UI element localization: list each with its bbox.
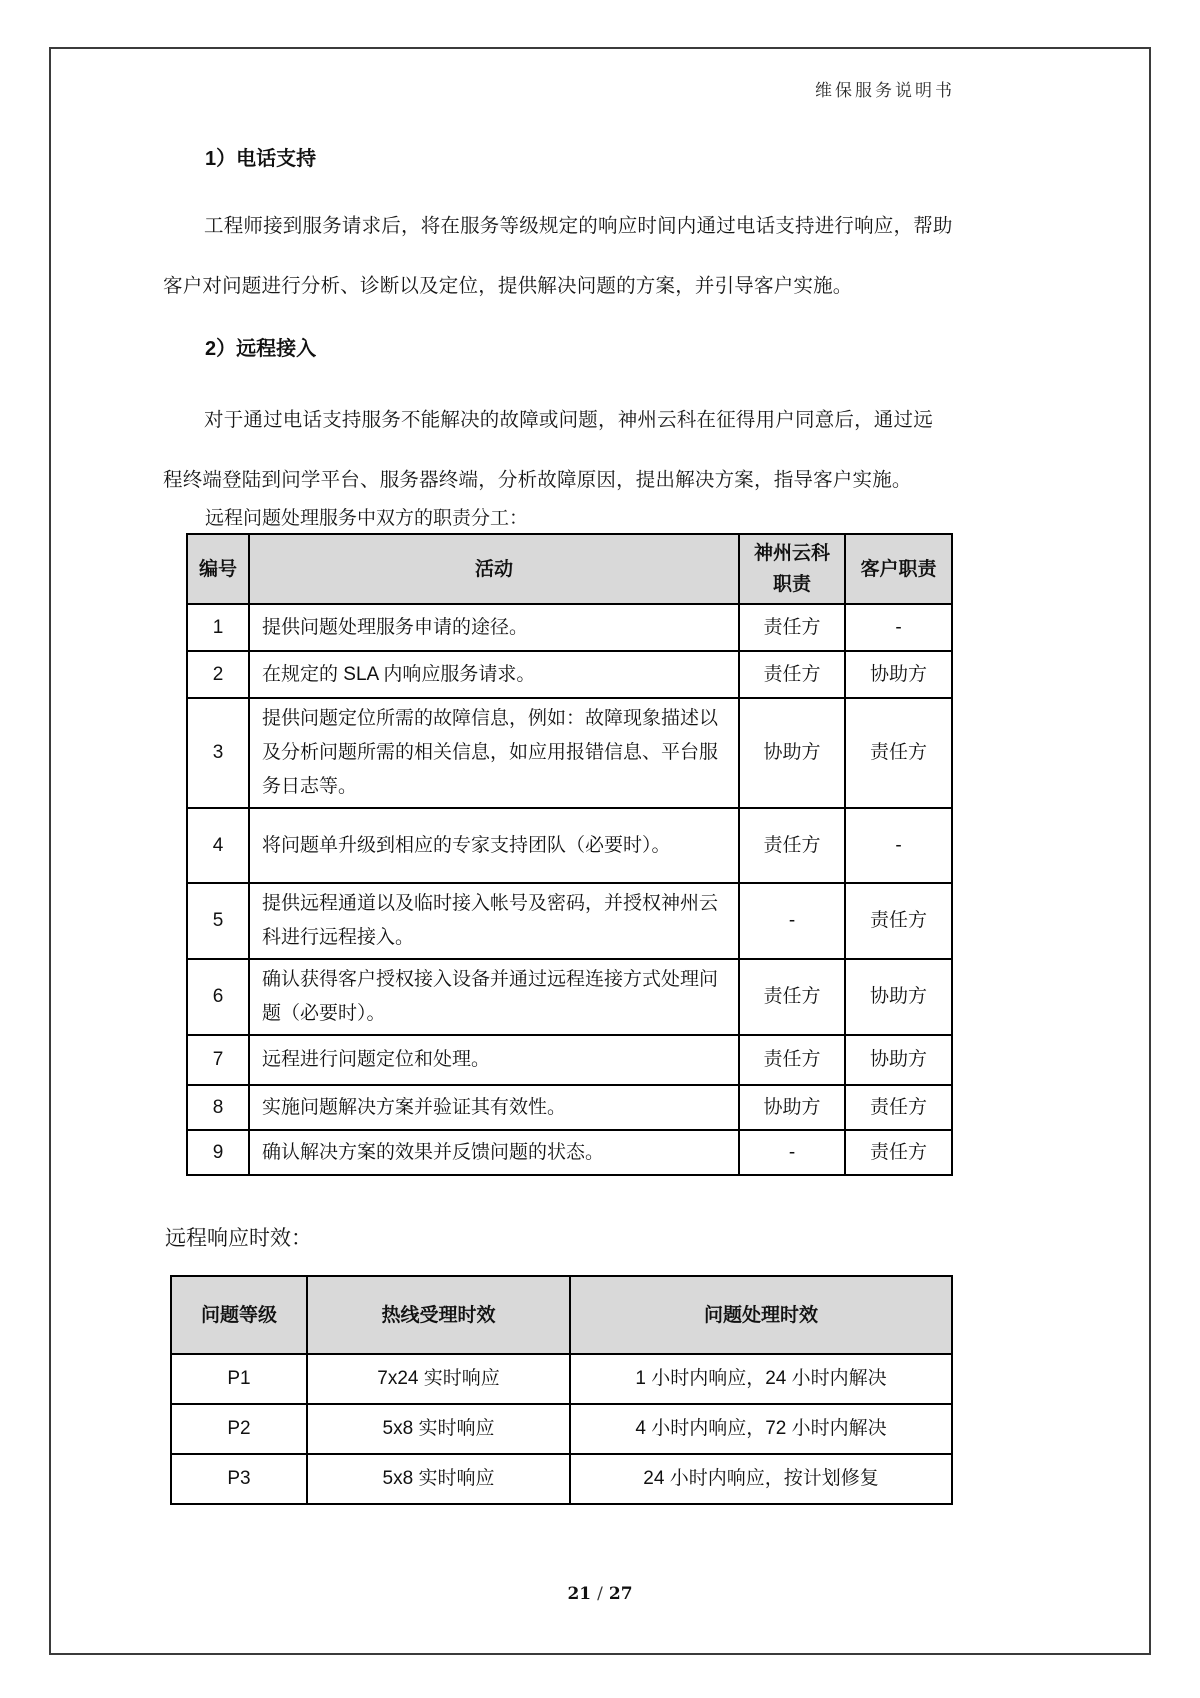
sla-intro: 远程响应时效： (165, 1227, 312, 1250)
table-row (187, 1130, 952, 1175)
section-heading-phone-support: 1）电话支持 (205, 148, 317, 170)
cell-problem-level: P2 (171, 1404, 307, 1454)
cell-activity: 将问题单升级到相应的专家支持团队（必要时）。 (249, 808, 739, 883)
cell-row-number: 5 (187, 883, 249, 959)
cell-vendor-duty: 责任方 (739, 808, 845, 883)
page-number: 21 (567, 1584, 592, 1604)
table-row (187, 698, 952, 808)
col-header-customer-duty: 客户职责 (845, 534, 952, 604)
cell-problem-handling: 24 小时内响应，按计划修复 (570, 1454, 952, 1504)
table-row (171, 1404, 952, 1454)
table-row (187, 604, 952, 651)
cell-hotline-response: 5x8 实时响应 (307, 1404, 570, 1454)
duty-table (186, 533, 953, 1176)
duty-table-intro: 远程问题处理服务中双方的职责分工： (205, 508, 529, 529)
cell-hotline-response: 5x8 实时响应 (307, 1454, 570, 1504)
page-total: 27 (608, 1584, 633, 1604)
cell-vendor-duty: 责任方 (739, 959, 845, 1035)
paragraph-line: 对于通过电话支持服务不能解决的故障或问题，神州云科在征得用户同意后，通过远 (204, 409, 933, 431)
cell-customer-duty: 责任方 (845, 698, 952, 808)
cell-activity: 在规定的 SLA 内响应服务请求。 (249, 651, 739, 698)
doc-title: 维保服务说明书 (815, 81, 955, 101)
cell-activity: 提供问题定位所需的故障信息，例如：故障现象描述以及分析问题所需的相关信息，如应用报错信息、平台服务日志等。 (249, 698, 739, 808)
table-row (171, 1454, 952, 1504)
cell-vendor-duty: 协助方 (739, 698, 845, 808)
cell-vendor-duty: 协助方 (739, 1085, 845, 1130)
duty-table-body (187, 604, 952, 1175)
col-header-vendor-duty: 神州云科职责 (739, 534, 845, 604)
sla-table (170, 1275, 953, 1505)
cell-customer-duty: 责任方 (845, 883, 952, 959)
cell-hotline-response: 7x24 实时响应 (307, 1354, 570, 1404)
table-row (187, 651, 952, 698)
cell-customer-duty: 协助方 (845, 959, 952, 1035)
cell-customer-duty: - (845, 604, 952, 651)
sla-table-header (171, 1276, 952, 1354)
paragraph-remote-access (163, 390, 953, 510)
col-header-activity: 活动 (249, 534, 739, 604)
cell-customer-duty: 责任方 (845, 1130, 952, 1175)
col-header-problem-handling: 问题处理时效 (570, 1276, 952, 1354)
cell-vendor-duty: 责任方 (739, 604, 845, 651)
cell-customer-duty: 责任方 (845, 1085, 952, 1130)
cell-row-number: 3 (187, 698, 249, 808)
cell-row-number: 6 (187, 959, 249, 1035)
cell-vendor-duty: 责任方 (739, 1035, 845, 1085)
sla-table-body (171, 1354, 952, 1504)
section-heading-remote-access: 2）远程接入 (205, 338, 317, 360)
col-header-id: 编号 (187, 534, 249, 604)
table-row (187, 959, 952, 1035)
paragraph-line: 程终端登陆到问学平台、服务器终端，分析故障原因，提出解决方案，指导客户实施。 (163, 469, 912, 491)
cell-activity: 提供远程通道以及临时接入帐号及密码，并授权神州云科进行远程接入。 (249, 883, 739, 959)
cell-row-number: 7 (187, 1035, 249, 1085)
cell-customer-duty: 协助方 (845, 651, 952, 698)
cell-problem-level: P1 (171, 1354, 307, 1404)
cell-row-number: 4 (187, 808, 249, 883)
cell-activity: 实施问题解决方案并验证其有效性。 (249, 1085, 739, 1130)
paragraph-line: 客户对问题进行分析、诊断以及定位，提供解决问题的方案，并引导客户实施。 (163, 275, 853, 297)
cell-vendor-duty: - (739, 883, 845, 959)
col-header-problem-level: 问题等级 (171, 1276, 307, 1354)
table-row (187, 883, 952, 959)
cell-vendor-duty: 责任方 (739, 651, 845, 698)
table-header-row (171, 1276, 952, 1354)
cell-customer-duty: 协助方 (845, 1035, 952, 1085)
cell-activity: 远程进行问题定位和处理。 (249, 1035, 739, 1085)
table-row (187, 1085, 952, 1130)
cell-vendor-duty: - (739, 1130, 845, 1175)
cell-activity: 提供问题处理服务申请的途径。 (249, 604, 739, 651)
table-row (171, 1354, 952, 1404)
cell-problem-level: P3 (171, 1454, 307, 1504)
cell-activity: 确认解决方案的效果并反馈问题的状态。 (249, 1130, 739, 1175)
cell-problem-handling: 4 小时内响应，72 小时内解决 (570, 1404, 952, 1454)
cell-customer-duty: - (845, 808, 952, 883)
table-row (187, 1035, 952, 1085)
cell-activity: 确认获得客户授权接入设备并通过远程连接方式处理问题（必要时）。 (249, 959, 739, 1035)
cell-row-number: 1 (187, 604, 249, 651)
cell-row-number: 2 (187, 651, 249, 698)
col-header-hotline-response: 热线受理时效 (307, 1276, 570, 1354)
table-header-row (187, 534, 952, 604)
paragraph-phone-support (163, 196, 953, 316)
page-footer (0, 1584, 1200, 1604)
cell-row-number: 8 (187, 1085, 249, 1130)
duty-table-header (187, 534, 952, 604)
table-row (187, 808, 952, 883)
cell-row-number: 9 (187, 1130, 249, 1175)
page-separator: / (597, 1584, 603, 1604)
cell-problem-handling: 1 小时内响应，24 小时内解决 (570, 1354, 952, 1404)
paragraph-line: 工程师接到服务请求后，将在服务等级规定的响应时间内通过电话支持进行响应，帮助 (204, 215, 953, 237)
